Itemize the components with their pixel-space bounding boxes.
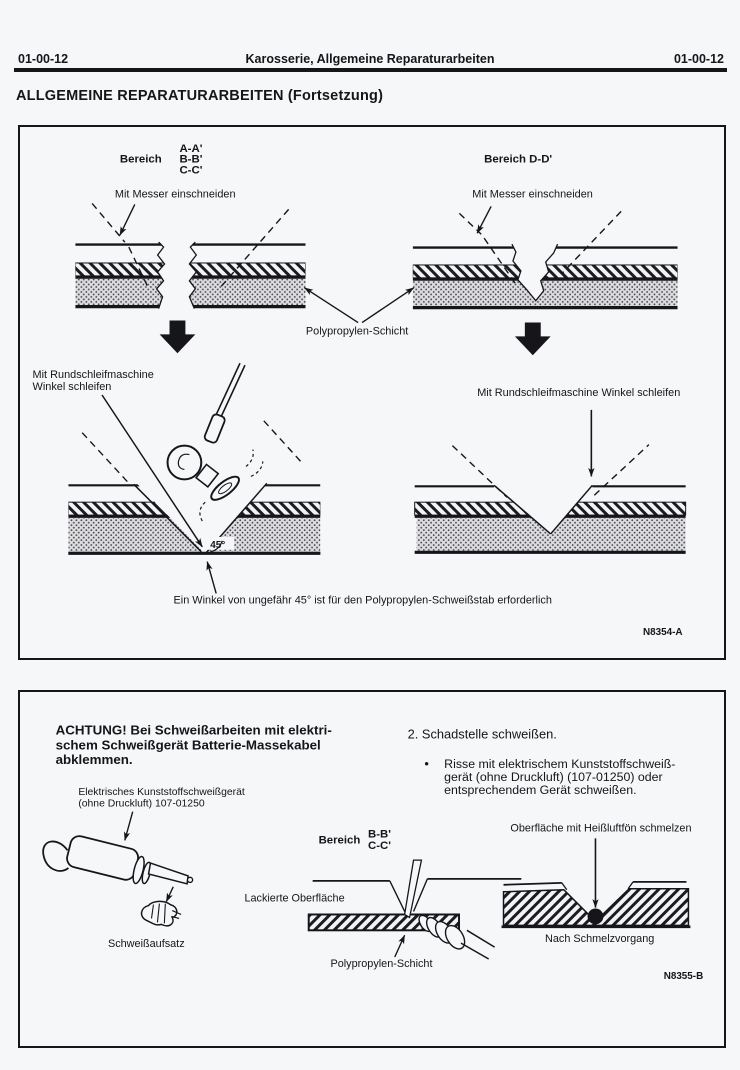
figure1-svg — [20, 127, 724, 658]
fig1-cut-label-right: Mit Messer einschneiden — [472, 188, 593, 201]
welding-gun-illustration — [43, 834, 192, 926]
page-number-right: 01-00-12 — [673, 52, 724, 66]
figure-box-cutting-grinding — [18, 125, 726, 660]
chapter-title: Karosserie, Allgemeine Reparaturarbeiten — [245, 52, 495, 66]
fig2-figure-code: N8355-B — [663, 970, 704, 982]
fig2-bullet-line3: entsprechendem Gerät schweißen. — [444, 782, 637, 797]
process-arrow-left — [160, 321, 196, 354]
weld-groove-illustration — [309, 860, 522, 959]
melt-illustration — [502, 838, 691, 927]
fig2-tool-label-2: (ohne Druckluft) 107-01250 — [78, 798, 205, 810]
fig1-zone-c: C-C' — [179, 164, 203, 177]
fig2-bullet-line1: Risse mit elektrischem Kunststoffschweiß- — [444, 757, 676, 772]
fig1-caption: Ein Winkel von ungefähr 45° ist für den Polypropylen-Schweißstab erforderlich — [173, 594, 552, 607]
figure2-svg — [20, 692, 724, 1046]
fig1-zone-a: A-A' — [179, 142, 203, 155]
fig2-bullet-mark: • — [424, 756, 429, 772]
caption-pointer — [207, 562, 216, 594]
cross-section-dd-slab — [413, 244, 678, 308]
fig2-warning-line1: ACHTUNG! Bei Schweißarbeiten mit elektri- — [55, 722, 332, 738]
fig1-angle-label: 45° — [210, 539, 226, 551]
fig1-bereich-dd: Bereich D-D' — [484, 153, 553, 166]
figure-box-welding — [18, 690, 726, 1048]
fig1-zone-b: B-B' — [179, 153, 203, 166]
fig2-heatgun-label: Oberfläche mit Heißluftfön schmelzen — [510, 822, 692, 835]
fig1-bereich-label: Bereich — [119, 153, 162, 166]
fig2-warning-line3: abklemmen. — [55, 752, 133, 768]
fig2-warning-line2: schem Schweißgerät Batterie-Massekabel — [55, 737, 321, 753]
fig1-pp-layer-label: Polypropylen-Schicht — [305, 325, 409, 338]
pp-layer-pointer — [305, 288, 414, 323]
fig2-zone-b: B-B' — [368, 828, 391, 841]
fig1-figure-code: N8354-A — [642, 627, 683, 639]
fig1-grind-left-label-2: Winkel schleifen — [32, 381, 112, 394]
fig2-attachment-label: Schweißaufsatz — [107, 938, 185, 951]
fig1-grind-right-label: Mit Rundschleifmaschine Winkel schleifen — [477, 386, 681, 399]
fig2-after-melt-label: Nach Schmelzvorgang — [545, 933, 655, 946]
grinder-illustration — [168, 363, 263, 521]
fig2-tool-label-1: Elektrisches Kunststoffschweißgerät — [78, 786, 245, 798]
fig1-cut-label-left: Mit Messer einschneiden — [114, 188, 236, 201]
fig2-bullet-line2: gerät (ohne Druckluft) (107-01250) oder — [444, 769, 663, 784]
fig2-painted-surface-label: Lackierte Oberfläche — [244, 892, 345, 905]
fig1-grind-left-label-1: Mit Rundschleifmaschine — [32, 369, 154, 382]
fig2-step: 2. Schadstelle schweißen. — [407, 726, 557, 742]
fig2-bereich-label: Bereich — [318, 834, 361, 847]
cross-section-ground-right — [415, 410, 686, 552]
page-number-left: 01-00-12 — [18, 52, 69, 66]
fig2-zone-c: C-C' — [368, 840, 391, 853]
fig2-pp-layer-label: Polypropylen-Schicht — [330, 957, 433, 970]
header-rule — [14, 68, 727, 72]
cross-section-abc-left-slab — [75, 242, 169, 308]
section-title: ALLGEMEINE REPARATURARBEITEN (Fortsetzung) — [16, 88, 384, 104]
cross-section-abc-right-slab — [185, 242, 305, 308]
tool-pointer — [125, 812, 133, 841]
process-arrow-right — [515, 323, 551, 356]
